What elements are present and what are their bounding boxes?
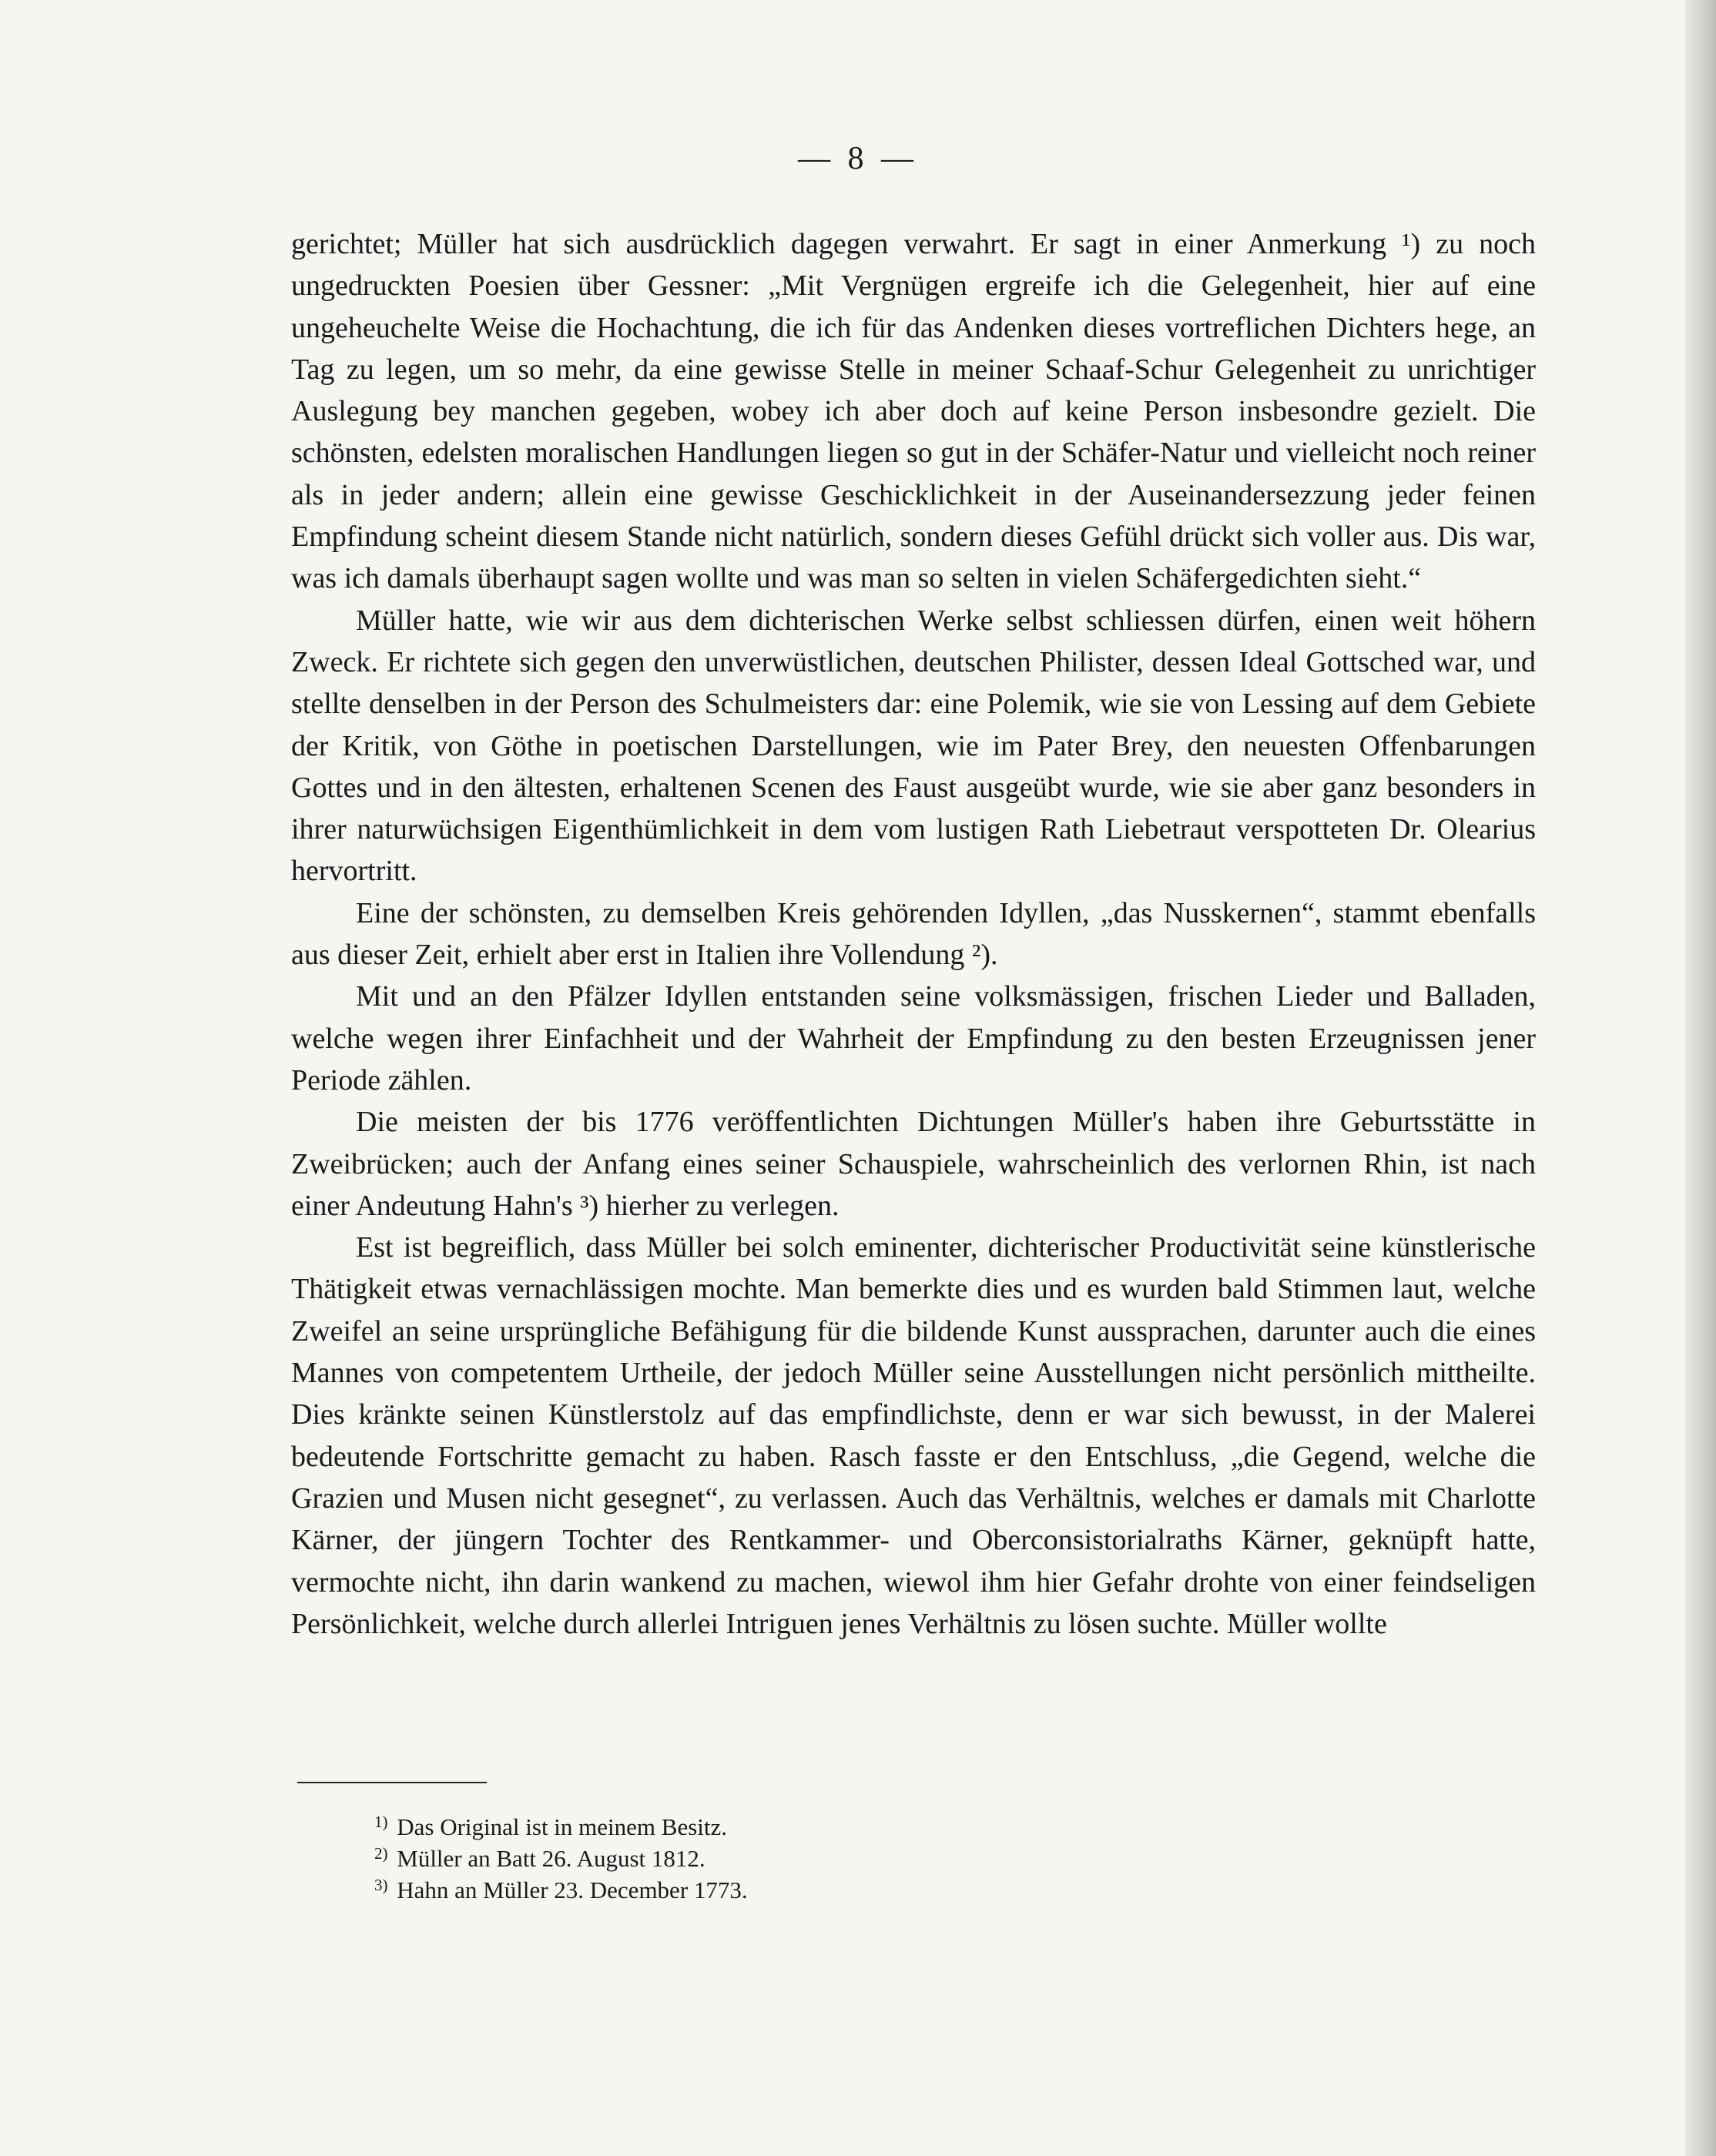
footnote-text: Hahn an Müller 23. December 1773. (397, 1876, 748, 1903)
paragraph-4: Mit und an den Pfälzer Idyllen entstanden seine volksmässigen, frischen Lieder und Balladen, welche wegen ihrer Einfachheit und der Wahrheit der Empfindung zu den besten Erzeugnissen jener Periode zählen. (291, 980, 1536, 1096)
footnote-text: Müller an Batt 26. August 1812. (397, 1845, 706, 1872)
footnote-mark: 2) (374, 1844, 388, 1863)
page-number: — 8 — (798, 141, 918, 176)
paragraph-5: Die meisten der bis 1776 veröffentlichten Dichtungen Müller's haben ihre Geburtsstätte in Zweibrücken; auch der Anfang eines seiner Schauspiele, wahrscheinlich des verlornen Rhin, ist nach einer Andeutung Hahn's ³) hierher zu verlegen. (291, 1106, 1536, 1222)
footnote-text: Das Original ist in meinem Besitz. (397, 1813, 728, 1840)
footnotes (374, 1811, 1453, 1906)
footnote-2 (374, 1843, 1453, 1874)
paragraph-2: Müller hatte, wie wir aus dem dichterischen Werke selbst schliessen dürfen, einen weit höhern Zweck. Er richtete sich gegen den unverwüstlichen, deutschen Philister, dessen Ideal Gottsched war, und stellte denselben in der Person des Schulmeisters dar: eine Polemik, wie sie von Lessing auf dem Gebiete der Kritik, von Göthe in poetischen Darstellungen, wie im Pater Brey, den neuesten Offenbarungen Gottes und in den ältesten, erhaltenen Scenen des Faust ausgeübt wurde, wie sie aber ganz besonders in ihrer naturwüchsigen Eigenthümlichkeit in dem vom lustigen Rath Liebetraut verspotteten Dr. Olearius hervortritt. (291, 604, 1536, 888)
body-text (291, 223, 1536, 1645)
footnote-mark: 1) (374, 1813, 388, 1831)
footnote-mark: 3) (374, 1876, 388, 1894)
paragraph-6: Est ist begreiflich, dass Müller bei solch eminenter, dichterischer Productivität seine künstlerische Thätigkeit etwas vernachlässigen mochte. Man bemerkte dies und es wurden bald Stimmen laut, welche Zweifel an seine ursprüngliche Befähigung für die bildende Kunst aussprachen, darunter auch die eines Mannes von competentem Urtheile, der jedoch Müller seine Ausstellungen nicht persönlich mittheilte. Dies kränkte seinen Künstlerstolz auf das empfindlichste, denn er war sich bewusst, in der Malerei bedeutende Fortschritte gemacht zu haben. Rasch fasste er den Entschluss, „die Gegend, welche die Grazien und Musen nicht gesegnet“, zu verlassen. Auch das Verhältnis, welches er damals mit Charlotte Kärner, der jüngern Tochter des Rentkammer- und Oberconsistorialraths Kärner, geknüpft hatte, vermochte nicht, ihn darin wankend zu machen, wiewol ihm hier Gefahr drohte von einer feindseligen Persönlichkeit, welche durch allerlei Intriguen jenes Verhältnis zu lösen suchte. Müller wollte (291, 1231, 1536, 1640)
footnote-1 (374, 1811, 1453, 1843)
paragraph-1: gerichtet; Müller hat sich ausdrücklich dagegen verwahrt. Er sagt in einer Anmerkung ¹) zu noch ungedruckten Poesien über Gessner: „Mit Vergnügen ergreife ich die Gelegenheit, hier auf eine ungeheuchelte Weise die Hochachtung, die ich für das Andenken dieses vortreflichen Dichters hege, an Tag zu legen, um so mehr, da eine gewisse Stelle in meiner Schaaf-Schur Gelegenheit zu unrichtiger Auslegung bey manchen gegeben, wobey ich aber doch auf keine Person insbesondre gezielt. Die schönsten, edelsten moralischen Handlungen liegen so gut in der Schäfer-Natur und vielleicht noch reiner als in jeder andern; allein eine gewisse Geschicklichkeit in der Auseinandersezzung jeder feinen Empfindung scheint diesem Stande nicht natürlich, sondern dieses Gefühl drückt sich voller aus. Dis war, was ich damals überhaupt sagen wollte und was man so selten in vielen Schäfergedichten sieht.“ (291, 228, 1536, 595)
page-edge-shadow (1685, 0, 1716, 2156)
footnote-rule (297, 1782, 487, 1783)
paragraph-3: Eine der schönsten, zu demselben Kreis gehörenden Idyllen, „das Nusskernen“, stammt ebenfalls aus dieser Zeit, erhielt aber erst in Italien ihre Vollendung ²). (291, 896, 1536, 972)
footnote-3 (374, 1874, 1453, 1906)
